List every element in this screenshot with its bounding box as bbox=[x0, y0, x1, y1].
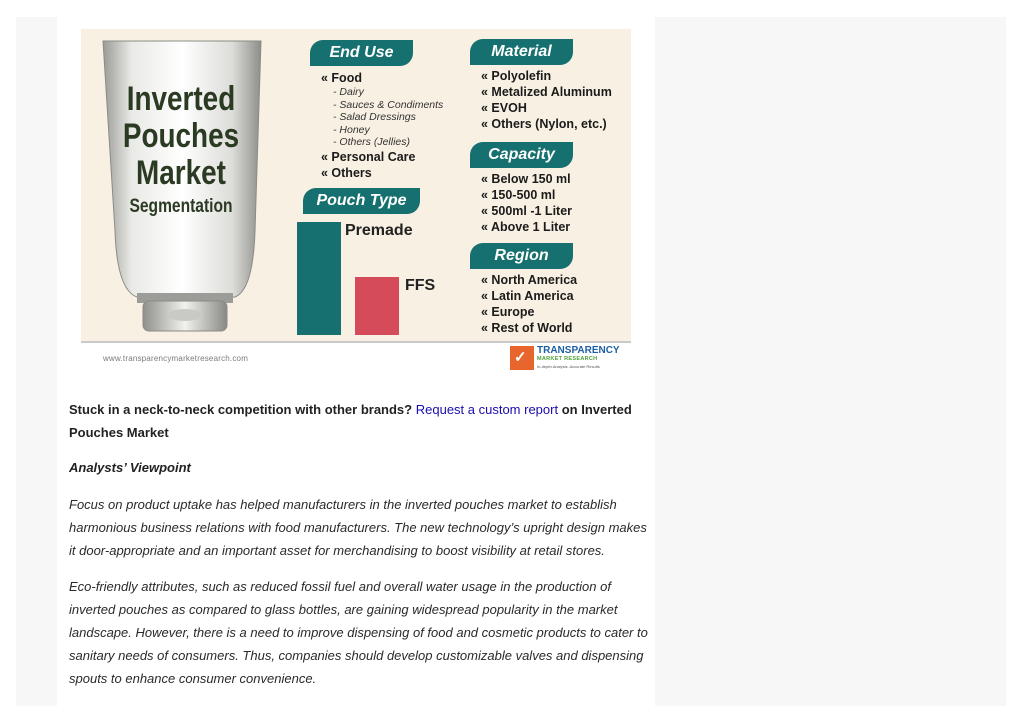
end-use-sub-sauces: - Sauces & Condiments bbox=[333, 98, 444, 111]
material-tag: Material bbox=[470, 39, 573, 65]
premade-bar bbox=[297, 222, 341, 335]
end-use-food: « Food bbox=[321, 71, 362, 85]
capacity-tag: Capacity bbox=[470, 142, 573, 168]
logo-tagline: In-depth Analysis. Accurate Results bbox=[537, 364, 600, 369]
tmr-logo bbox=[510, 345, 620, 373]
ffs-bar bbox=[355, 277, 399, 335]
region-item: « North America bbox=[481, 273, 578, 287]
material-item: « Polyolefin bbox=[481, 69, 552, 83]
capacity-item: « 150-500 ml bbox=[481, 188, 556, 202]
analysis-paragraph: Eco-friendly attributes, such as reduced fossil fuel and overall water usage in the production of inverted pouches as compared to glass bottles, are gaining widespread popularity in the market landscape. However, there is a need to improve dispensing of food and cosmetic products to cater to sanitary needs of consumers. Thus, companies should develop customizable valves and dispensing spouts to enhance consumer convenience. bbox=[69, 579, 648, 686]
right-sidebar bbox=[655, 17, 1006, 706]
infographic-divider bbox=[81, 341, 631, 343]
region-item: « Rest of World bbox=[481, 321, 573, 335]
end-use-sub-others: - Others (Jellies) bbox=[333, 136, 411, 148]
material-list bbox=[481, 68, 612, 132]
ffs-label: FFS bbox=[405, 277, 436, 294]
request-custom-report-link[interactable]: Request a custom report bbox=[415, 402, 559, 417]
material-item: « EVOH bbox=[481, 101, 527, 115]
region-item: « Europe bbox=[481, 305, 535, 319]
capacity-item: « Above 1 Liter bbox=[481, 220, 571, 234]
region-list bbox=[481, 272, 577, 336]
infographic-title bbox=[101, 81, 261, 220]
material-item: « Metalized Aluminum bbox=[481, 85, 612, 99]
left-gutter bbox=[16, 17, 57, 706]
title-subtitle: Segmentation bbox=[129, 196, 233, 217]
cta-suffix: on Inverted Pouches Market bbox=[69, 402, 632, 440]
analysts-viewpoint-heading: Analysts’ Viewpoint bbox=[69, 460, 191, 475]
pouch-type-tag: Pouch Type bbox=[303, 188, 420, 214]
end-use-sub-honey: - Honey bbox=[333, 123, 370, 136]
title-line-1: Inverted bbox=[126, 80, 236, 118]
title-line-3: Market bbox=[136, 154, 226, 192]
end-use-personal-care: « Personal Care bbox=[321, 149, 416, 164]
custom-report-cta bbox=[69, 398, 649, 444]
cta-prefix: Stuck in a neck-to-neck competition with other brands? bbox=[69, 402, 413, 417]
end-use-tag: End Use bbox=[310, 40, 413, 66]
end-use-list bbox=[321, 70, 443, 181]
premade-label: Premade bbox=[345, 222, 413, 239]
capacity-item: « 500ml -1 Liter bbox=[481, 204, 573, 218]
region-tag: Region bbox=[470, 243, 573, 269]
end-use-sub-salad: - Salad Dressings bbox=[333, 111, 416, 123]
end-use-sub-dairy: - Dairy bbox=[333, 86, 364, 98]
capacity-list bbox=[481, 171, 572, 235]
end-use-others: « Others bbox=[321, 165, 372, 180]
tmr-logo-icon: ✓ bbox=[510, 346, 534, 370]
capacity-item: « Below 150 ml bbox=[481, 172, 571, 186]
analysis-paragraph: Focus on product uptake has helped manufacturers in the inverted pouches market to establish harmonious business relations with food manufacturers. The new technology’s upright design makes it door-appropriate and an important asset for merchandising to boost visibility at retail stores. bbox=[69, 497, 647, 558]
source-url: www.transparencymarketresearch.com bbox=[103, 354, 249, 363]
logo-name: TRANSPARENCY bbox=[537, 345, 620, 356]
title-line-2: Pouches bbox=[122, 117, 240, 155]
logo-name-2: MARKET RESEARCH bbox=[537, 356, 598, 362]
region-item: « Latin America bbox=[481, 289, 574, 303]
segmentation-infographic bbox=[81, 29, 631, 374]
material-item: « Others (Nylon, etc.) bbox=[481, 117, 607, 131]
